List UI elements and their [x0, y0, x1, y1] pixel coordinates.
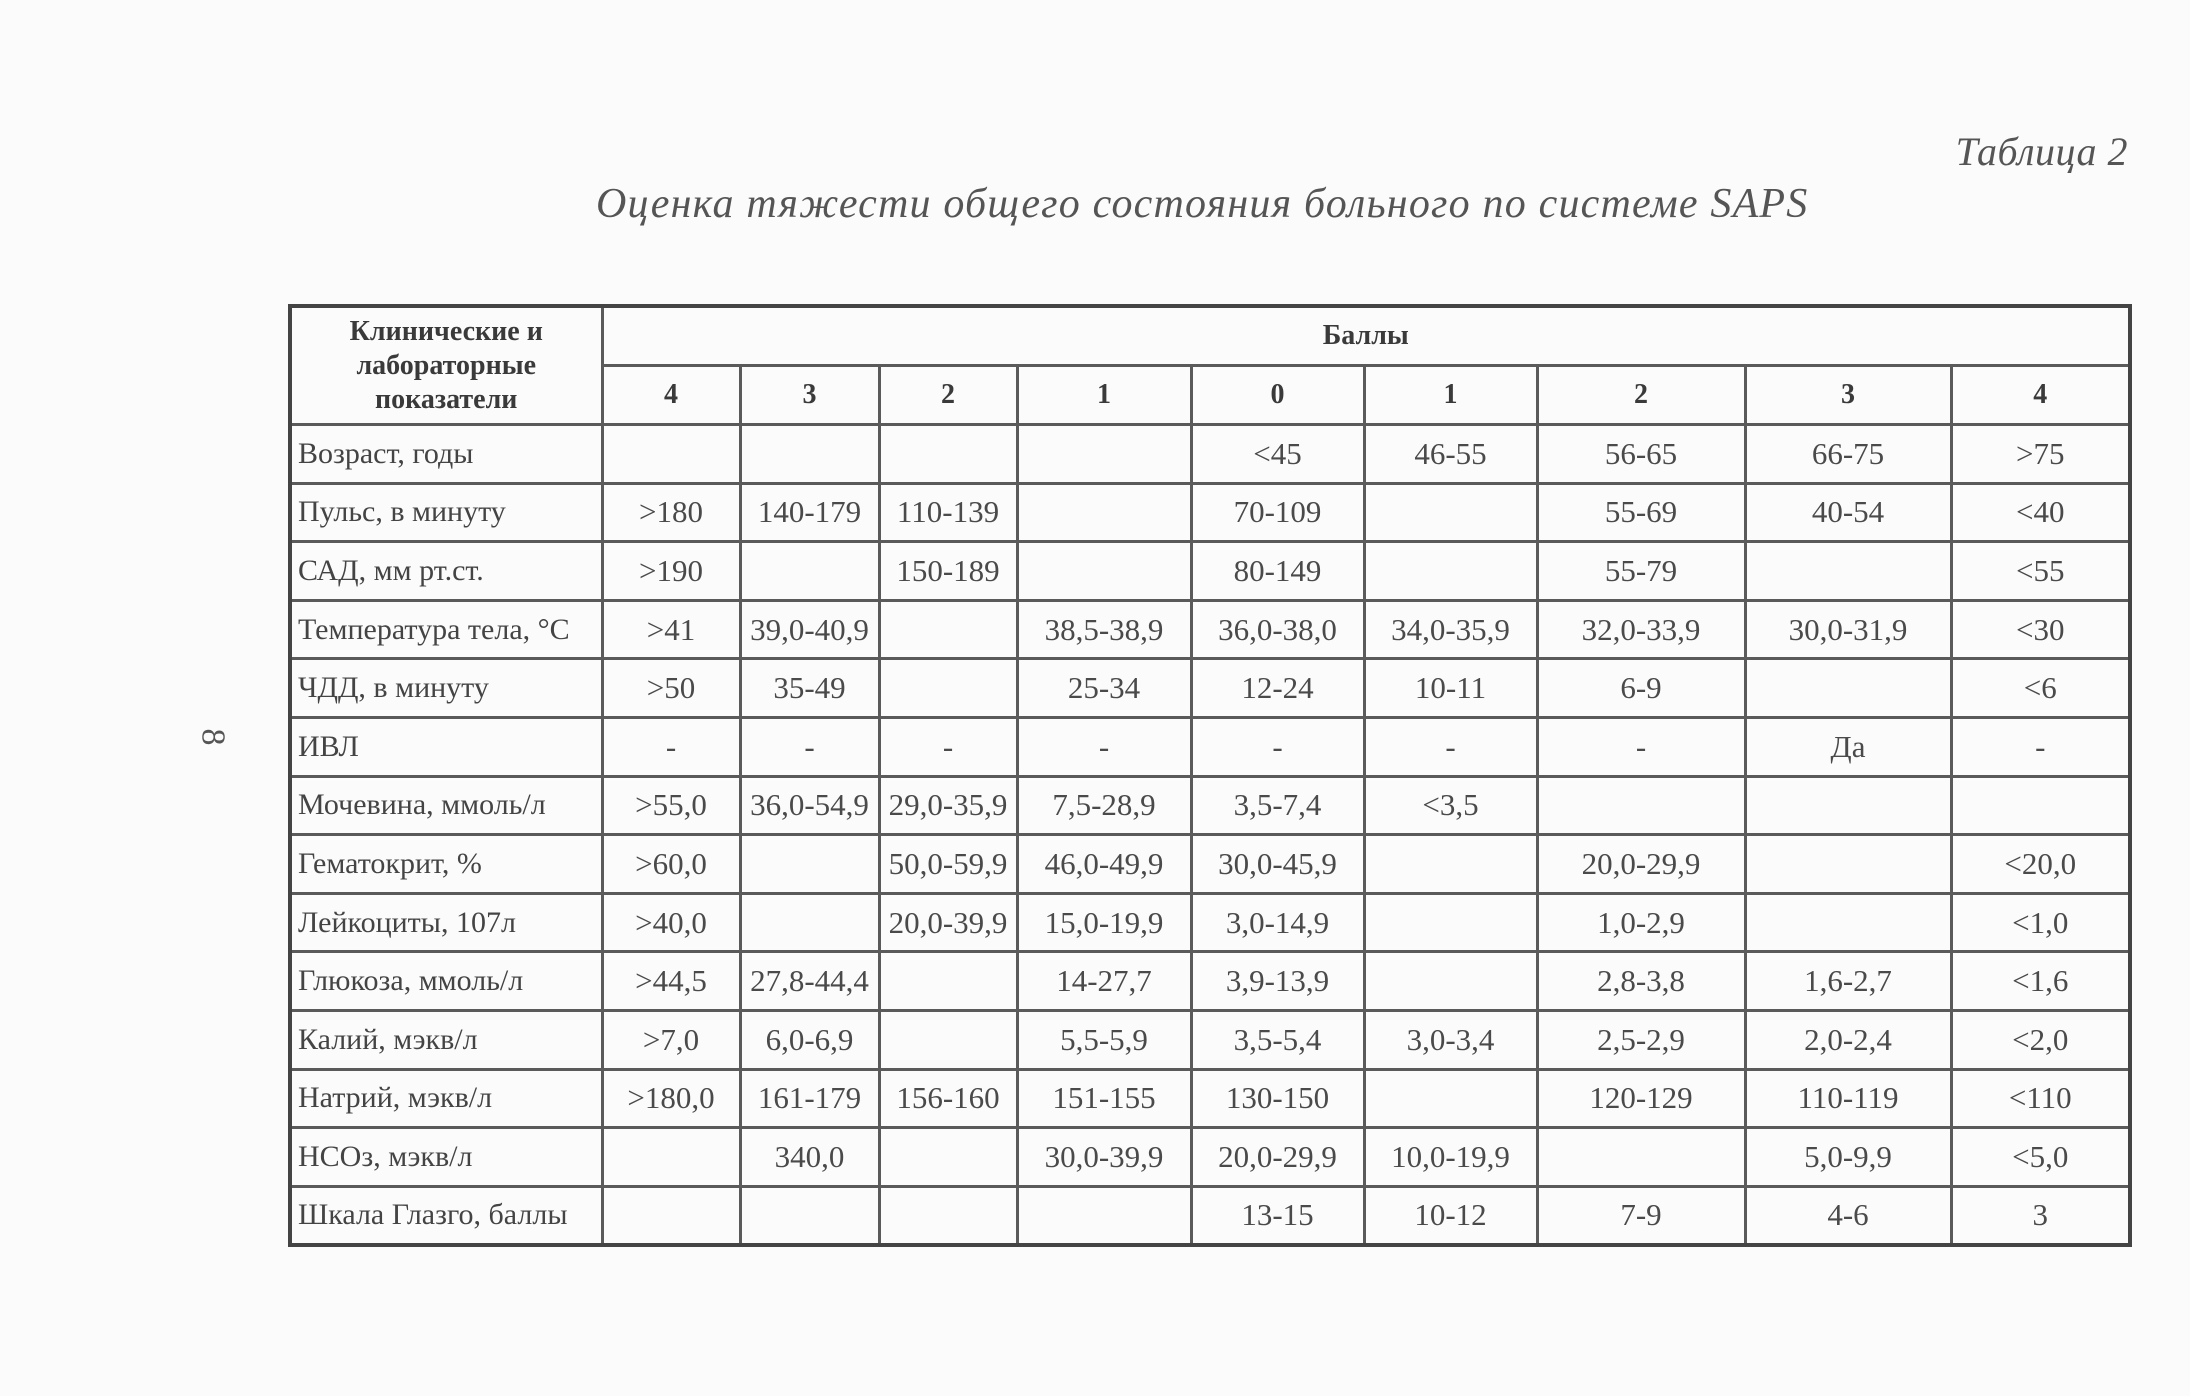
table-cell: 20,0-29,9: [1191, 1128, 1364, 1187]
table-cell: [879, 1186, 1017, 1245]
table-cell: >7,0: [602, 1010, 740, 1069]
table-cell: 55-79: [1537, 542, 1745, 601]
table-row: [290, 425, 2130, 484]
table-cell: 1,0-2,9: [1537, 893, 1745, 952]
table-row: [290, 952, 2130, 1011]
row-label: Мочевина, ммоль/л: [290, 776, 602, 835]
table-cell: 38,5-38,9: [1017, 600, 1191, 659]
table-cell: <3,5: [1364, 776, 1537, 835]
table-cell: -: [1951, 717, 2130, 776]
table-cell: [740, 835, 879, 894]
table-cell: [1537, 1128, 1745, 1187]
table-number: Таблица 2: [1955, 129, 2128, 174]
table-cell: 3,0-3,4: [1364, 1010, 1537, 1069]
table-cell: [602, 1186, 740, 1245]
table-cell: 20,0-29,9: [1537, 835, 1745, 894]
table-cell: 150-189: [879, 542, 1017, 601]
row-label: ИВЛ: [290, 717, 602, 776]
table-cell: [1745, 542, 1951, 601]
score-header-cell: 1: [1364, 366, 1537, 425]
table-cell: 3,5-5,4: [1191, 1010, 1364, 1069]
table-cell: -: [1364, 717, 1537, 776]
table-cell: [1364, 542, 1537, 601]
table-cell: [740, 425, 879, 484]
table-cell: 120-129: [1537, 1069, 1745, 1128]
table-cell: [602, 425, 740, 484]
table-cell: 4-6: [1745, 1186, 1951, 1245]
table-cell: <30: [1951, 600, 2130, 659]
table-cell: 70-109: [1191, 483, 1364, 542]
table-cell: >44,5: [602, 952, 740, 1011]
score-header-cell: 3: [1745, 366, 1951, 425]
row-label: Натрий, мэкв/л: [290, 1069, 602, 1128]
table-cell: -: [879, 717, 1017, 776]
table-cell: [1017, 483, 1191, 542]
table-cell: <45: [1191, 425, 1364, 484]
score-header-cell: 1: [1017, 366, 1191, 425]
table-cell: [1745, 893, 1951, 952]
table-cell: [1364, 952, 1537, 1011]
table-row: [290, 835, 2130, 894]
table-cell: >180: [602, 483, 740, 542]
table-cell: <6: [1951, 659, 2130, 718]
table-cell: [1537, 776, 1745, 835]
table-cell: 36,0-54,9: [740, 776, 879, 835]
table-cell: -: [1537, 717, 1745, 776]
table-cell: [879, 600, 1017, 659]
table-cell: 80-149: [1191, 542, 1364, 601]
table-cell: 130-150: [1191, 1069, 1364, 1128]
table-cell: >60,0: [602, 835, 740, 894]
table-cell: [1017, 425, 1191, 484]
table-cell: 161-179: [740, 1069, 879, 1128]
table-cell: 340,0: [740, 1128, 879, 1187]
table-cell: <1,0: [1951, 893, 2130, 952]
table-cell: [602, 1128, 740, 1187]
table-cell: 5,0-9,9: [1745, 1128, 1951, 1187]
table-cell: 34,0-35,9: [1364, 600, 1537, 659]
table-cell: 2,0-2,4: [1745, 1010, 1951, 1069]
table-row: [290, 600, 2130, 659]
score-header-cell: 0: [1191, 366, 1364, 425]
table-row: [290, 893, 2130, 952]
table-cell: 46-55: [1364, 425, 1537, 484]
table-cell: 1,6-2,7: [1745, 952, 1951, 1011]
row-label: Глюкоза, ммоль/л: [290, 952, 602, 1011]
table-cell: [879, 1128, 1017, 1187]
table-cell: >41: [602, 600, 740, 659]
table-cell: [1017, 1186, 1191, 1245]
table-cell: >40,0: [602, 893, 740, 952]
table-cell: [1364, 1069, 1537, 1128]
table-cell: 151-155: [1017, 1069, 1191, 1128]
saps-table: [288, 304, 2132, 1247]
table-cell: 36,0-38,0: [1191, 600, 1364, 659]
table-cell: 10,0-19,9: [1364, 1128, 1537, 1187]
table-cell: 40-54: [1745, 483, 1951, 542]
table-cell: 10-11: [1364, 659, 1537, 718]
table-cell: [740, 893, 879, 952]
table-cell: 140-179: [740, 483, 879, 542]
row-label: Температура тела, °С: [290, 600, 602, 659]
table-cell: [1951, 776, 2130, 835]
table-cell: [1017, 542, 1191, 601]
table-cell: 2,8-3,8: [1537, 952, 1745, 1011]
table-cell: 13-15: [1191, 1186, 1364, 1245]
table-cell: 25-34: [1017, 659, 1191, 718]
row-label: Калий, мэкв/л: [290, 1010, 602, 1069]
row-label: Шкала Глазго, баллы: [290, 1186, 602, 1245]
table-cell: [1745, 776, 1951, 835]
table-row: [290, 1069, 2130, 1128]
table-cell: 50,0-59,9: [879, 835, 1017, 894]
table-cell: 7-9: [1537, 1186, 1745, 1245]
row-label: Гематокрит, %: [290, 835, 602, 894]
table-row: [290, 659, 2130, 718]
row-label: Возраст, годы: [290, 425, 602, 484]
score-header-cell: 4: [1951, 366, 2130, 425]
row-label: Лейкоциты, 107л: [290, 893, 602, 952]
table-cell: 27,8-44,4: [740, 952, 879, 1011]
row-label: Пульс, в минуту: [290, 483, 602, 542]
table-cell: <5,0: [1951, 1128, 2130, 1187]
table-cell: <2,0: [1951, 1010, 2130, 1069]
table-cell: 56-65: [1537, 425, 1745, 484]
table-cell: 5,5-5,9: [1017, 1010, 1191, 1069]
table-cell: -: [1191, 717, 1364, 776]
table-cell: 39,0-40,9: [740, 600, 879, 659]
table-cell: [740, 1186, 879, 1245]
table-row: [290, 776, 2130, 835]
score-header-cell: 3: [740, 366, 879, 425]
table-cell: [879, 425, 1017, 484]
table-cell: [1745, 659, 1951, 718]
table-cell: 110-139: [879, 483, 1017, 542]
table-cell: [1745, 835, 1951, 894]
table-cell: 46,0-49,9: [1017, 835, 1191, 894]
table-row: [290, 717, 2130, 776]
table-cell: 30,0-45,9: [1191, 835, 1364, 894]
table-cell: -: [740, 717, 879, 776]
table-cell: <1,6: [1951, 952, 2130, 1011]
score-header-cell: 4: [602, 366, 740, 425]
table-row: [290, 1128, 2130, 1187]
table-cell: [879, 1010, 1017, 1069]
table-cell: >180,0: [602, 1069, 740, 1128]
row-label: САД, мм рт.ст.: [290, 542, 602, 601]
points-header: Баллы: [602, 306, 2130, 366]
table-cell: [879, 659, 1017, 718]
score-header-cell: 2: [1537, 366, 1745, 425]
table-cell: Да: [1745, 717, 1951, 776]
table-cell: [740, 542, 879, 601]
table-cell: >75: [1951, 425, 2130, 484]
table-cell: 20,0-39,9: [879, 893, 1017, 952]
table-cell: 15,0-19,9: [1017, 893, 1191, 952]
table-cell: -: [602, 717, 740, 776]
row-label: ЧДД, в минуту: [290, 659, 602, 718]
table-cell: [1364, 483, 1537, 542]
table-cell: 6,0-6,9: [740, 1010, 879, 1069]
table-cell: 6-9: [1537, 659, 1745, 718]
table-cell: -: [1017, 717, 1191, 776]
table-cell: 32,0-33,9: [1537, 600, 1745, 659]
table-cell: 156-160: [879, 1069, 1017, 1128]
table-cell: 30,0-39,9: [1017, 1128, 1191, 1187]
table-cell: >55,0: [602, 776, 740, 835]
table-row: [290, 542, 2130, 601]
table-row: [290, 483, 2130, 542]
table-cell: 3,9-13,9: [1191, 952, 1364, 1011]
table-cell: [1364, 893, 1537, 952]
table-cell: [879, 952, 1017, 1011]
score-header-cell: 2: [879, 366, 1017, 425]
table-cell: 30,0-31,9: [1745, 600, 1951, 659]
table-cell: <110: [1951, 1069, 2130, 1128]
table-cell: 110-119: [1745, 1069, 1951, 1128]
table-cell: 7,5-28,9: [1017, 776, 1191, 835]
table-cell: 55-69: [1537, 483, 1745, 542]
table-cell: 12-24: [1191, 659, 1364, 718]
table-cell: 3: [1951, 1186, 2130, 1245]
table-cell: 29,0-35,9: [879, 776, 1017, 835]
param-column-header: Клинические и лабораторные показатели: [290, 306, 602, 425]
table-cell: 66-75: [1745, 425, 1951, 484]
page-number: 8: [194, 728, 232, 746]
table-cell: >190: [602, 542, 740, 601]
table-cell: 35-49: [740, 659, 879, 718]
table-cell: 2,5-2,9: [1537, 1010, 1745, 1069]
table-cell: [1364, 835, 1537, 894]
table-cell: <55: [1951, 542, 2130, 601]
table-row: [290, 1010, 2130, 1069]
table-cell: >50: [602, 659, 740, 718]
table-cell: <20,0: [1951, 835, 2130, 894]
table-cell: 14-27,7: [1017, 952, 1191, 1011]
row-label: НСОз, мэкв/л: [290, 1128, 602, 1187]
table-cell: 3,5-7,4: [1191, 776, 1364, 835]
table-cell: 3,0-14,9: [1191, 893, 1364, 952]
page-title: Оценка тяжести общего состояния больного по системе SAPS: [596, 181, 1809, 227]
table-cell: <40: [1951, 483, 2130, 542]
table-cell: 10-12: [1364, 1186, 1537, 1245]
table-row: [290, 1186, 2130, 1245]
